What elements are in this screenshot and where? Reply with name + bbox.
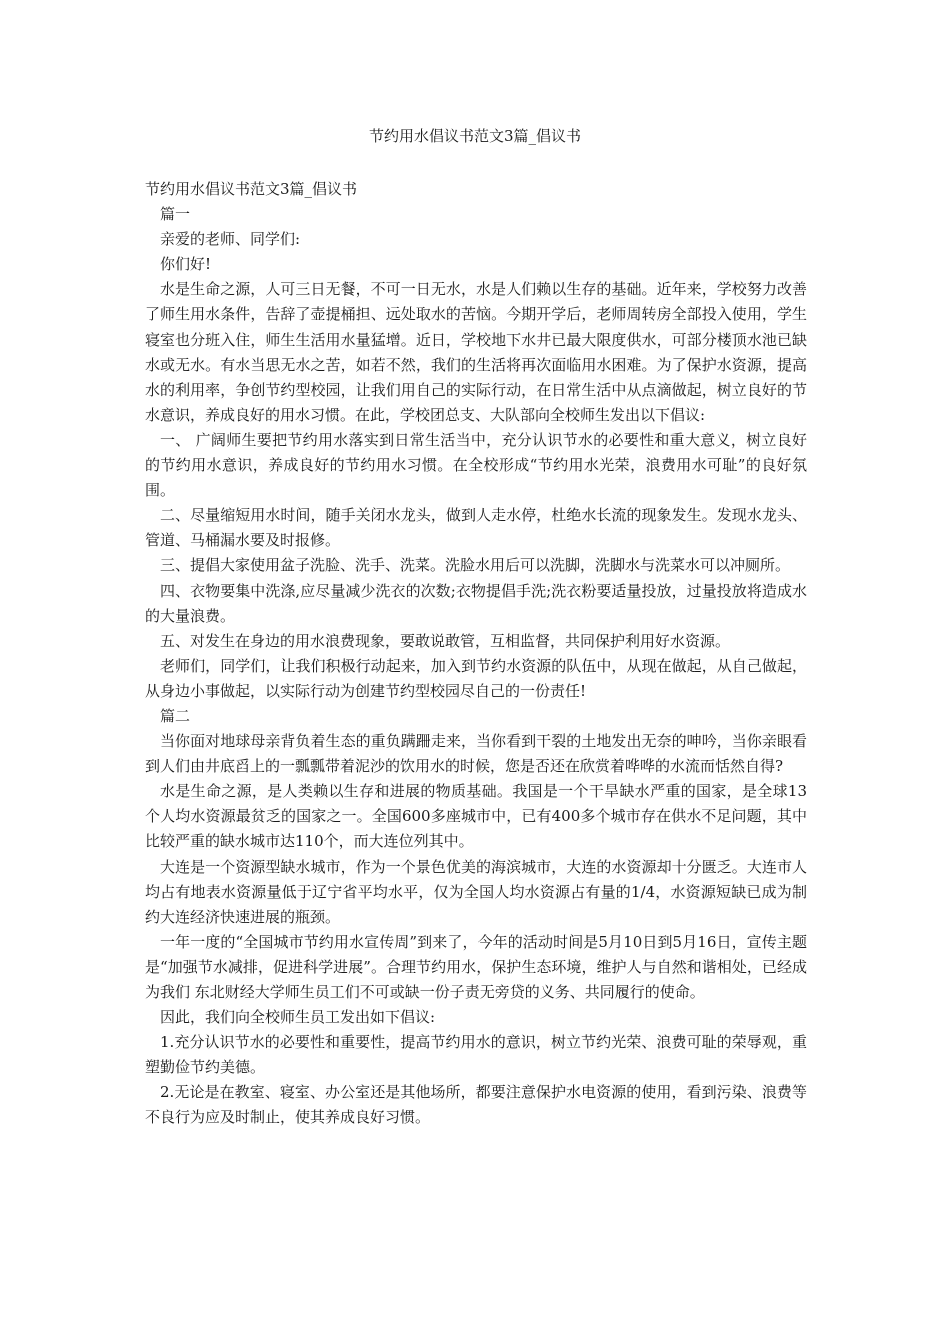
proposal-item-4: 四、衣物要集中洗涤,应尽量减少洗衣的次数;衣物提倡手洗;洗衣粉要适量投放，过量投放将造成水的大量浪费。 <box>145 581 807 625</box>
proposal-item-5: 五、对发生在身边的用水浪费现象，要敢说敢管，互相监督，共同保护利用好水资源。 <box>160 631 731 650</box>
numbered-item-1: 1.充分认识节水的必要性和重要性，提高节约用水的意识，树立节约光荣、浪费可耻的荣辱观，重塑勤俭节约美德。 <box>145 1033 807 1077</box>
proposal-item-3: 三、提倡大家使用盆子洗脸、洗手、洗菜。洗脸水用后可以洗脚，洗脚水与洗菜水可以冲厕所。 <box>160 556 791 575</box>
proposal-item-1: 一、 广阔师生要把节约用水落实到日常生活当中，充分认识节水的必要性和重大意义，树立良好的节约用水意识，养成良好的节约用水习惯。在全校形成“节约用水光荣，浪费用水可耻”的良好氛围。 <box>145 430 807 500</box>
paragraph: 大连是一个资源型缺水城市，作为一个景色优美的海滨城市，大连的水资源却十分匮乏。大连市人均占有地表水资源量低于辽宁省平均水平，仅为全国人均水资源占有量的1/4，水资源短缺已成为制约大连经济快速进展的瓶颈。 <box>145 857 807 926</box>
greeting: 你们好! <box>160 255 212 274</box>
body-heading: 节约用水倡议书范文3篇_倡议书 <box>145 180 358 198</box>
paragraph: 水是生命之源，是人类赖以生存和进展的物质基础。我国是一个干旱缺水严重的国家，是全球13个人均水资源最贫乏的国家之一。全国600多座城市中，已有400多个城市存在供水不足问题，其中比较严重的缺水城市达110个，而大连位列其中。 <box>145 782 807 851</box>
document-title: 节约用水倡议书范文3篇_倡议书 <box>368 127 582 145</box>
paragraph: 当你面对地球母亲背负着生态的重负蹒跚走来，当你看到干裂的土地发出无奈的呻吟，当你亲眼看到人们由井底舀上的一瓢瓢带着泥沙的饮用水的时候，您是否还在欣赏着哗哗的水流而恬然自得? <box>145 732 807 776</box>
document-body <box>145 177 807 1131</box>
paragraph: 老师们，同学们，让我们积极行动起来，加入到节约水资源的队伍中，从现在做起，从自己做起，从身边小事做起，以实际行动为创建节约型校园尽自己的一份责任! <box>145 656 807 700</box>
numbered-item-2: 2.无论是在教室、寝室、办公室还是其他场所，都要注意保护水电资源的使用，看到污染、浪费等不良行为应及时制止，使其养成良好习惯。 <box>145 1083 807 1127</box>
salutation: 亲爱的老师、同学们: <box>160 230 301 249</box>
paragraph: 水是生命之源，人可三日无餐，不可一日无水，水是人们赖以生存的基础。近年来，学校努力改善了师生用水条件，告辞了壶提桶担、远处取水的苦恼。今期开学后，老师周转房全部投入使用，学生寝室也分班入住，师生生活用水量猛增。近日，学校地下水井已最大限度供水，可部分楼顶水池已缺水或无水。有水当思无水之苦，如若不然，我们的生活将再次面临用水困难。为了保护水资源，提高水的利用率，争创节约型校园，让我们用自己的实际行动，在日常生活中从点滴做起，树立良好的节水意识，养成良好的用水习惯。在此，学校团总支、大队部向全校师生发出以下倡议: <box>145 280 807 424</box>
paragraph: 一年一度的“全国城市节约用水宣传周”到来了，今年的活动时间是5月10日到5月16日，宣传主题是“加强节水减排，促进科学进展”。合理节约用水，保护生态环境，维护人与自然和谐相处，已经成为我们 东北财经大学师生员工们不可或缺一份子责无旁贷的义务、共同履行的使命。 <box>145 932 807 1001</box>
section-label-one: 篇一 <box>160 205 191 224</box>
paragraph: 因此，我们向全校师生员工发出如下倡议: <box>160 1008 436 1027</box>
proposal-item-2: 二、尽量缩短用水时间，随手关闭水龙头，做到人走水停，杜绝水长流的现象发生。发现水龙头、管道、马桶漏水要及时报修。 <box>145 506 807 550</box>
section-label-two: 篇二 <box>160 706 191 725</box>
